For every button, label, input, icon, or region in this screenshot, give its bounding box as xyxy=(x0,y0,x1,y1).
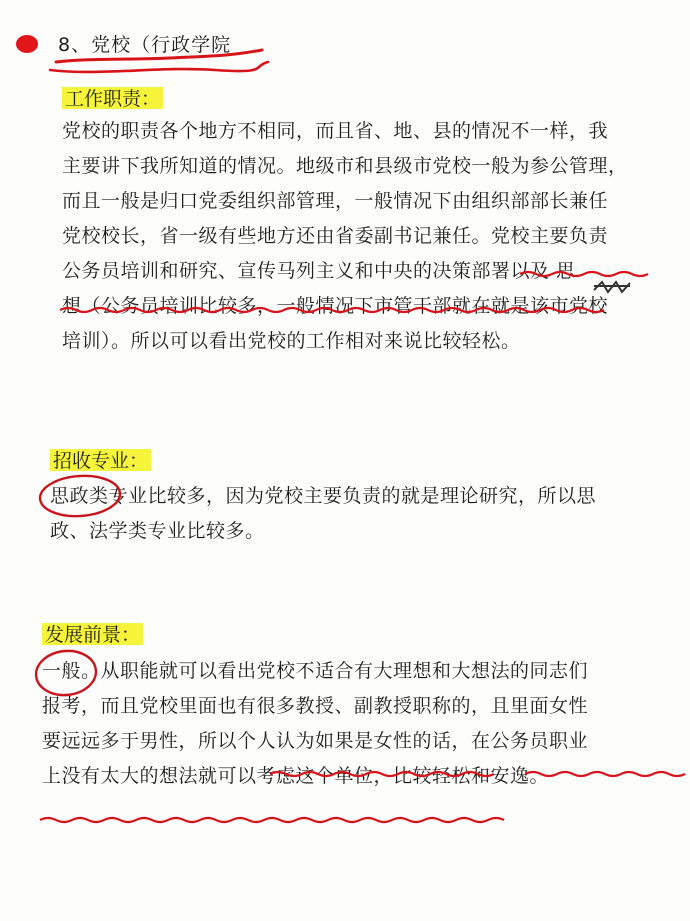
wavy-underline xyxy=(40,818,504,822)
section-body-prospects xyxy=(42,654,588,794)
text-line: 报考，而且党校里面也有很多教授、副教授职称的，且里面女性 xyxy=(42,695,589,717)
section-heading-majors: 招收专业： xyxy=(50,446,151,473)
text-line: 党校校长，省一级有些地方还由省委副书记兼任。党校主要负责 xyxy=(62,225,609,247)
red-dot-icon xyxy=(16,35,38,53)
title-underline-2 xyxy=(50,62,268,72)
text-line: 思政类专业比较多，因为党校主要负责的就是理论研究，所以思 xyxy=(50,485,597,507)
text-line: 想（公务员培训比较多，一般情况下市管干部就在就是该市党校 xyxy=(62,295,609,317)
text-line: 党校的职责各个地方不相同，而且省、地、县的情况不一样，我 xyxy=(62,120,609,142)
text-line: 而且一般是归口党委组织部管理，一般情况下由组织部部长兼任 xyxy=(62,190,609,212)
section-body-majors xyxy=(50,479,596,549)
text-line: 一般。从职能就可以看出党校不适合有大理想和大想法的同志们 xyxy=(42,660,589,682)
text-line: 要远远多于男性，所以个人认为如果是女性的话，在公务员职业 xyxy=(42,730,589,752)
text-line: 主要讲下我所知道的情况。地级市和县级市党校一般为参公管理， xyxy=(62,155,628,177)
text-line: 上没有太大的想法就可以考虑这个单位，比较轻松和安逸。 xyxy=(42,765,550,787)
text-line: 培训）。所以可以看出党校的工作相对来说比较轻松。 xyxy=(62,330,521,352)
section-heading-duties: 工作职责： xyxy=(62,84,163,111)
section-heading-prospects: 发展前景： xyxy=(42,620,143,647)
section-body-duties xyxy=(62,114,628,359)
text-line: 政、法学类专业比较多。 xyxy=(50,520,265,542)
text-line: 公务员培训和研究、宣传马列主义和中央的决策部署以及 思 xyxy=(62,260,576,282)
page-title: 8、党校（行政学院 xyxy=(58,34,232,56)
